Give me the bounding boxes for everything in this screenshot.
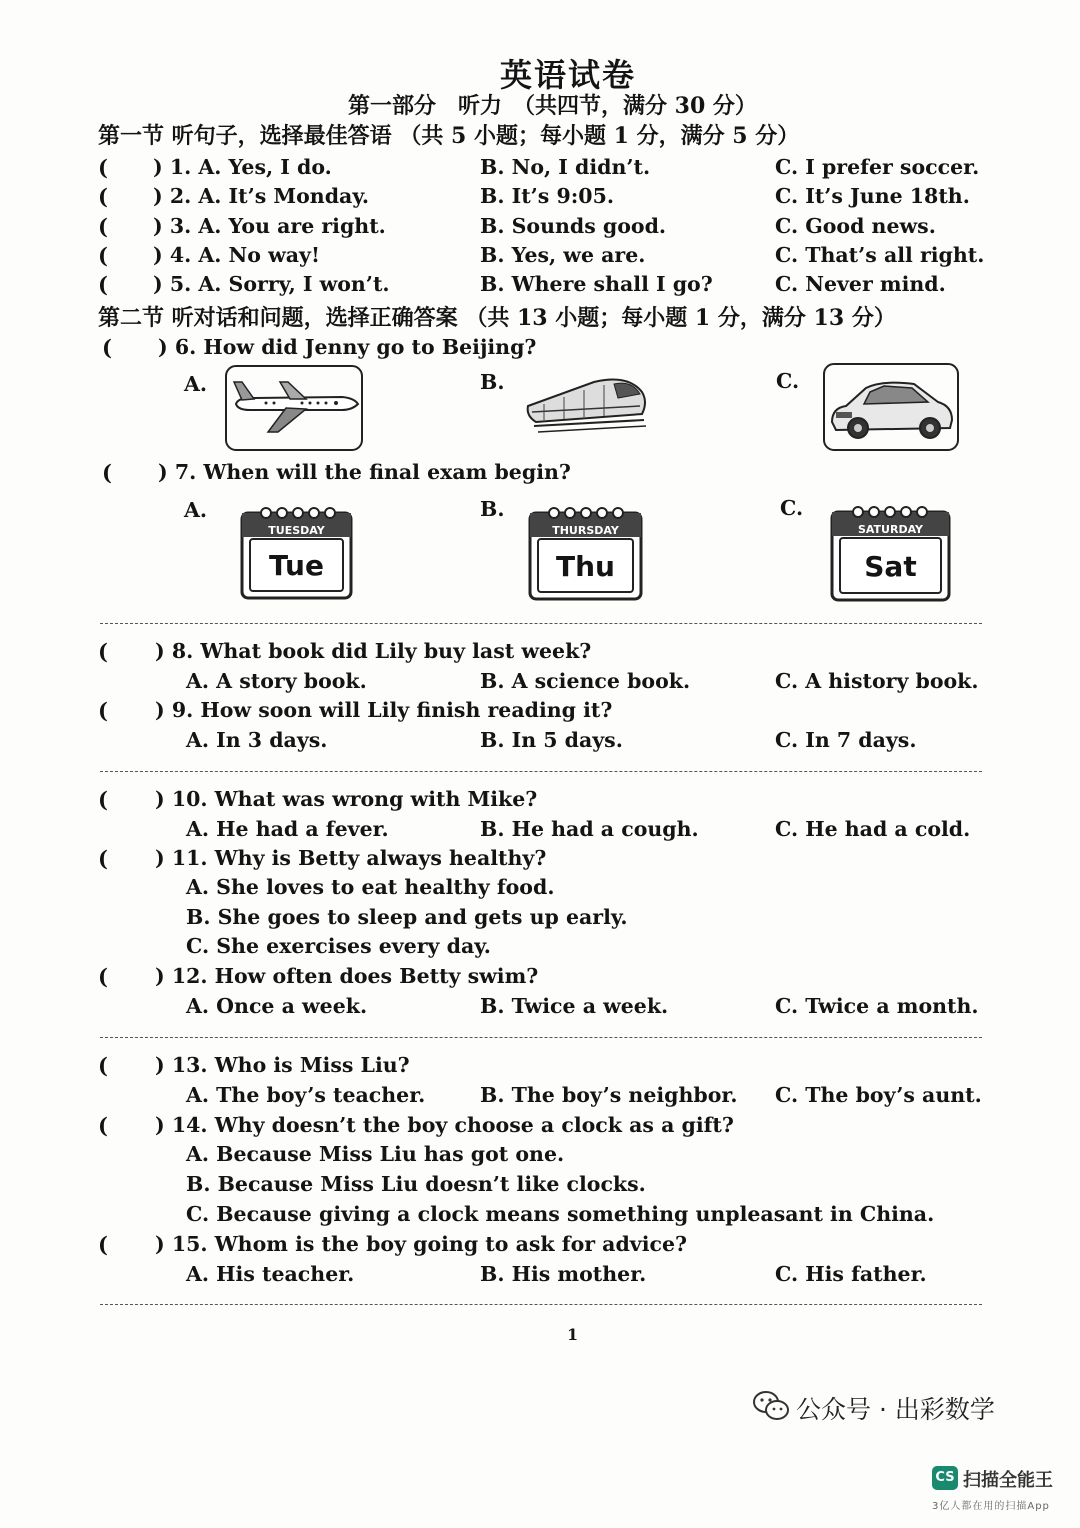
- answer-paren: (: [98, 1232, 108, 1257]
- calendar-day-abbr: Thu: [556, 550, 615, 583]
- q13-option-a: A. The boy’s teacher.: [186, 1083, 426, 1107]
- q15-option-c: C. His father.: [775, 1262, 927, 1286]
- answer-paren: (: [98, 184, 108, 209]
- question-6: ) 6. How did Jenny go to Beijing?: [158, 335, 537, 359]
- answer-paren: (: [98, 1053, 108, 1078]
- answer-paren: (: [98, 698, 108, 723]
- question-11: ) 11. Why is Betty always healthy?: [155, 846, 547, 870]
- calendar-day-name: SATURDAY: [857, 523, 924, 536]
- question-7: ) 7. When will the final exam begin?: [158, 460, 571, 484]
- q1-option-b: B. No, I didn’t.: [480, 155, 651, 179]
- q12-option-c: C. Twice a month.: [775, 994, 979, 1018]
- q15-option-a: A. His teacher.: [186, 1262, 355, 1286]
- question-12: ) 12. How often does Betty swim?: [155, 964, 539, 988]
- divider: [100, 623, 982, 624]
- q2-option-b: B. It’s 9:05.: [480, 184, 614, 208]
- q13-option-b: B. The boy’s neighbor.: [480, 1083, 738, 1107]
- question-4: ) 4. A. No way!: [153, 243, 320, 267]
- answer-paren: (: [98, 787, 108, 812]
- wechat-icon: [752, 1390, 790, 1422]
- wechat-account-label: 公众号 · 出彩数学: [796, 1395, 995, 1424]
- scanner-app-tagline: 3亿人都在用的扫描App: [932, 1501, 1050, 1512]
- question-8: ) 8. What book did Lily buy last week?: [155, 639, 592, 663]
- calendar-day-name: THURSDAY: [552, 524, 619, 537]
- q8-option-b: B. A science book.: [480, 669, 691, 693]
- camscanner-logo: CS: [932, 1466, 958, 1490]
- q15-option-b: B. His mother.: [480, 1262, 647, 1286]
- calendar-day-abbr: Tue: [269, 549, 324, 582]
- q7-label-b: B.: [480, 497, 505, 521]
- divider: [100, 1037, 982, 1038]
- q13-option-c: C. The boy’s aunt.: [775, 1083, 982, 1107]
- q6-label-b: B.: [480, 370, 505, 394]
- calendar-tuesday-image: [240, 503, 353, 600]
- q9-option-b: B. In 5 days.: [480, 728, 623, 752]
- divider: [100, 1304, 982, 1305]
- scanner-app-name: 扫描全能王: [963, 1470, 1053, 1491]
- question-2: ) 2. A. It’s Monday.: [153, 184, 370, 208]
- q5-option-b: B. Where shall I go?: [480, 272, 713, 296]
- part-heading: 第一部分 听力 （共四节，满分 30 分）: [348, 93, 757, 119]
- q11-option-c: C. She exercises every day.: [186, 934, 491, 958]
- q10-option-a: A. He had a fever.: [186, 817, 389, 841]
- q1-option-c: C. I prefer soccer.: [775, 155, 980, 179]
- q11-option-b: B. She goes to sleep and gets up early.: [186, 905, 628, 929]
- q12-option-b: B. Twice a week.: [480, 994, 669, 1018]
- question-15: ) 15. Whom is the boy going to ask for advice?: [155, 1232, 688, 1256]
- q2-option-c: C. It’s June 18th.: [775, 184, 970, 208]
- answer-paren: (: [98, 214, 108, 239]
- answer-paren: (: [98, 1113, 108, 1138]
- q6-label-c: C.: [776, 369, 800, 393]
- q5-option-c: C. Never mind.: [775, 272, 946, 296]
- divider: [100, 771, 982, 772]
- question-9: ) 9. How soon will Lily finish reading it?: [155, 698, 613, 722]
- answer-paren: (: [98, 846, 108, 871]
- q4-option-b: B. Yes, we are.: [480, 243, 646, 267]
- q14-option-a: A. Because Miss Liu has got one.: [186, 1142, 565, 1166]
- answer-paren: (: [98, 964, 108, 989]
- calendar-day-abbr: Sat: [864, 550, 917, 583]
- answer-paren: (: [102, 335, 112, 360]
- answer-paren: (: [98, 155, 108, 180]
- car-image: [822, 362, 962, 452]
- question-10: ) 10. What was wrong with Mike?: [155, 787, 538, 811]
- q14-option-c: C. Because giving a clock means something unpleasant in China.: [186, 1202, 935, 1226]
- q3-option-c: C. Good news.: [775, 214, 936, 238]
- calendar-saturday-image: [830, 502, 951, 602]
- q4-option-c: C. That’s all right.: [775, 243, 985, 267]
- section1-heading: 第一节 听句子，选择最佳答语 （共 5 小题；每小题 1 分，满分 5 分）: [98, 123, 800, 149]
- answer-paren: (: [102, 460, 112, 485]
- calendar-day-name: TUESDAY: [268, 524, 325, 537]
- question-3: ) 3. A. You are right.: [153, 214, 386, 238]
- q11-option-a: A. She loves to eat healthy food.: [186, 875, 555, 899]
- answer-paren: (: [98, 639, 108, 664]
- q7-label-c: C.: [780, 496, 804, 520]
- q6-label-a: A.: [184, 372, 208, 396]
- train-image: [524, 366, 650, 438]
- airplane-image: [224, 364, 364, 454]
- q10-option-b: B. He had a cough.: [480, 817, 699, 841]
- page-title: 英语试卷: [500, 56, 637, 94]
- question-5: ) 5. A. Sorry, I won’t.: [153, 272, 390, 296]
- question-14: ) 14. Why doesn’t the boy choose a clock as a gift?: [155, 1113, 734, 1137]
- q14-option-b: B. Because Miss Liu doesn’t like clocks.: [186, 1172, 646, 1196]
- page-number: 1: [567, 1325, 579, 1344]
- q12-option-a: A. Once a week.: [186, 994, 368, 1018]
- q7-label-a: A.: [184, 498, 208, 522]
- q9-option-c: C. In 7 days.: [775, 728, 917, 752]
- q10-option-c: C. He had a cold.: [775, 817, 971, 841]
- q8-option-a: A. A story book.: [186, 669, 367, 693]
- q3-option-b: B. Sounds good.: [480, 214, 667, 238]
- q8-option-c: C. A history book.: [775, 669, 979, 693]
- calendar-thursday-image: [528, 503, 643, 601]
- q9-option-a: A. In 3 days.: [186, 728, 328, 752]
- section2-heading: 第二节 听对话和问题，选择正确答案 （共 13 小题；每小题 1 分，满分 13 分）: [98, 305, 896, 331]
- answer-paren: (: [98, 243, 108, 268]
- question-13: ) 13. Who is Miss Liu?: [155, 1053, 410, 1077]
- answer-paren: (: [98, 272, 108, 297]
- question-1: ) 1. A. Yes, I do.: [153, 155, 332, 179]
